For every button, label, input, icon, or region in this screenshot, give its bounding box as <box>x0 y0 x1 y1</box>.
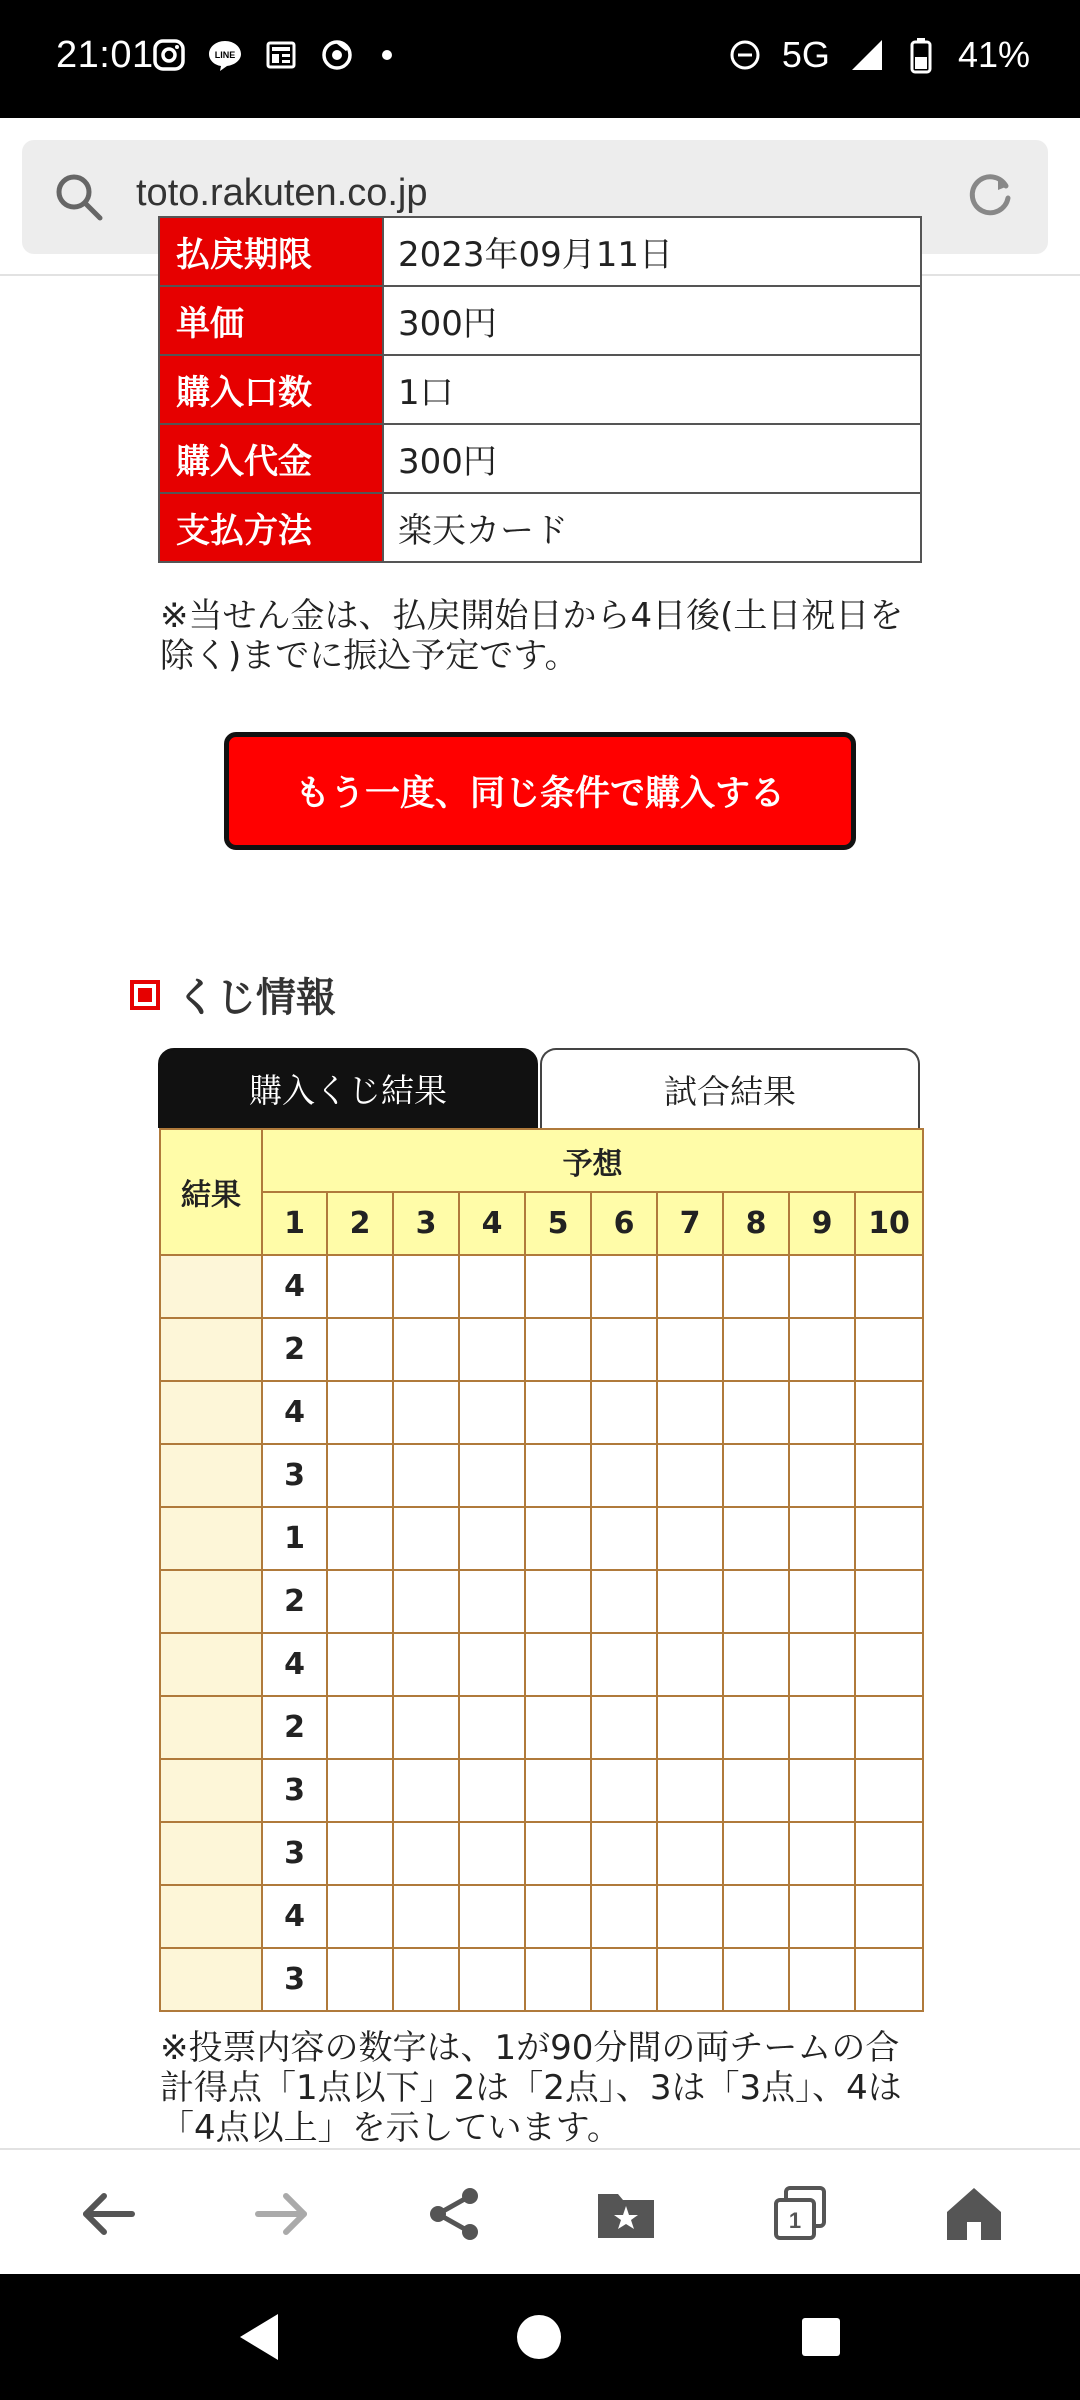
result-cell <box>160 1948 262 2011</box>
prediction-cell <box>591 1948 657 2011</box>
prediction-cell <box>327 1381 393 1444</box>
prediction-cell <box>459 1570 525 1633</box>
prediction-cell <box>789 1759 855 1822</box>
prediction-cell <box>591 1759 657 1822</box>
prediction-cell <box>525 1318 591 1381</box>
prediction-cell <box>327 1633 393 1696</box>
table-row <box>160 1633 923 1696</box>
prediction-cell: 3 <box>262 1759 327 1822</box>
info-label: 購入代金 <box>159 424 383 493</box>
prediction-cell <box>525 1948 591 2011</box>
prediction-cell <box>459 1255 525 1318</box>
prediction-cell <box>327 1507 393 1570</box>
vote-content-note: ※投票内容の数字は、1が90分間の両チームの合計得点「1点以下」2は「2点」、3は「3点」、4は「4点以上」を示しています。 <box>160 2028 902 2148</box>
column-header: 6 <box>591 1192 657 1255</box>
prediction-cell <box>789 1318 855 1381</box>
network-label: 5G <box>781 34 830 75</box>
info-value: 300円 <box>383 424 921 493</box>
prediction-table <box>159 1128 924 2012</box>
result-cell <box>160 1570 262 1633</box>
info-label: 購入口数 <box>159 355 383 424</box>
column-header: 10 <box>855 1192 923 1255</box>
prediction-cell: 1 <box>262 1507 327 1570</box>
prediction-cell <box>393 1822 459 1885</box>
line-icon <box>208 38 242 72</box>
result-cell <box>160 1318 262 1381</box>
prediction-cell <box>393 1444 459 1507</box>
prediction-cell <box>525 1570 591 1633</box>
prediction-cell <box>657 1318 723 1381</box>
prediction-cell <box>723 1822 789 1885</box>
prediction-cell <box>327 1759 393 1822</box>
prediction-cell <box>525 1255 591 1318</box>
prediction-cell <box>459 1822 525 1885</box>
prediction-cell <box>723 1759 789 1822</box>
column-header: 9 <box>789 1192 855 1255</box>
search-icon <box>52 170 106 228</box>
prediction-cell <box>855 1318 923 1381</box>
prediction-cell <box>855 1381 923 1444</box>
prediction-cell <box>657 1759 723 1822</box>
prediction-cell <box>657 1255 723 1318</box>
prediction-cell: 4 <box>262 1381 327 1444</box>
table-row <box>159 493 921 562</box>
reload-icon[interactable] <box>962 168 1018 228</box>
prediction-cell <box>855 1255 923 1318</box>
result-cell <box>160 1822 262 1885</box>
prediction-cell <box>789 1633 855 1696</box>
forward-arrow-icon[interactable] <box>246 2178 318 2250</box>
prediction-cell <box>327 1318 393 1381</box>
tab-match-results[interactable]: 試合結果 <box>540 1048 920 1128</box>
share-icon[interactable] <box>418 2178 490 2250</box>
column-header: 2 <box>327 1192 393 1255</box>
tab-purchased-results[interactable]: 購入くじ結果 <box>158 1048 538 1128</box>
prediction-cell <box>591 1507 657 1570</box>
prediction-cell <box>855 1507 923 1570</box>
prediction-cell <box>657 1822 723 1885</box>
column-header: 7 <box>657 1192 723 1255</box>
prediction-cell <box>393 1318 459 1381</box>
purchase-info-table <box>158 216 922 563</box>
browser-icon <box>320 38 354 72</box>
prediction-cell <box>591 1444 657 1507</box>
square-bullet-icon <box>130 980 160 1010</box>
result-cell <box>160 1444 262 1507</box>
prediction-header: 予想 <box>262 1129 923 1192</box>
prediction-cell <box>393 1759 459 1822</box>
prediction-cell <box>591 1318 657 1381</box>
result-cell <box>160 1696 262 1759</box>
table-row <box>159 286 921 355</box>
result-cell <box>160 1633 262 1696</box>
system-icons <box>728 34 1030 76</box>
prediction-cell: 2 <box>262 1318 327 1381</box>
bookmark-icon[interactable] <box>590 2178 662 2250</box>
section-title: くじ情報 <box>176 975 336 1021</box>
prediction-cell <box>327 1255 393 1318</box>
payment-note: ※当せん金は、払戻開始日から4日後(土日祝日を除く)までに振込予定です。 <box>160 596 904 676</box>
prediction-cell <box>525 1822 591 1885</box>
prediction-cell <box>723 1381 789 1444</box>
prediction-cell <box>657 1444 723 1507</box>
status-time: 21:01 <box>56 34 154 76</box>
prediction-cell <box>327 1570 393 1633</box>
prediction-cell <box>789 1822 855 1885</box>
prediction-cell <box>789 1948 855 2011</box>
prediction-cell <box>723 1570 789 1633</box>
column-header: 8 <box>723 1192 789 1255</box>
result-cell <box>160 1759 262 1822</box>
prediction-cell <box>525 1381 591 1444</box>
prediction-cell: 2 <box>262 1570 327 1633</box>
prediction-cell <box>591 1822 657 1885</box>
table-row <box>160 1948 923 2011</box>
prediction-cell <box>789 1507 855 1570</box>
prediction-cell <box>393 1570 459 1633</box>
rebuy-same-conditions-button[interactable]: もう一度、同じ条件で購入する <box>224 732 856 850</box>
prediction-cell <box>855 1759 923 1822</box>
prediction-cell: 3 <box>262 1822 327 1885</box>
table-row <box>160 1507 923 1570</box>
prediction-cell <box>789 1885 855 1948</box>
prediction-cell <box>855 1570 923 1633</box>
table-row <box>159 217 921 286</box>
prediction-cell <box>723 1885 789 1948</box>
table-row <box>160 1381 923 1444</box>
dnd-icon <box>728 38 762 72</box>
prediction-cell: 4 <box>262 1255 327 1318</box>
prediction-cell <box>723 1948 789 2011</box>
instagram-icon <box>152 38 186 72</box>
prediction-cell <box>723 1507 789 1570</box>
table-row <box>160 1759 923 1822</box>
prediction-cell <box>459 1444 525 1507</box>
section-header <box>130 966 336 1023</box>
prediction-cell <box>393 1633 459 1696</box>
tabs-count: 1 <box>788 2208 802 2233</box>
column-header: 1 <box>262 1192 327 1255</box>
table-row <box>159 355 921 424</box>
prediction-cell <box>525 1633 591 1696</box>
info-value: 2023年09月11日 <box>383 217 921 286</box>
result-cell <box>160 1885 262 1948</box>
nav-home-icon[interactable] <box>506 2304 572 2370</box>
table-row <box>160 1444 923 1507</box>
prediction-cell <box>327 1822 393 1885</box>
prediction-cell <box>657 1507 723 1570</box>
info-label: 単価 <box>159 286 383 355</box>
prediction-cell <box>591 1885 657 1948</box>
prediction-cell <box>525 1759 591 1822</box>
prediction-cell <box>789 1696 855 1759</box>
prediction-cell <box>393 1885 459 1948</box>
prediction-cell <box>789 1381 855 1444</box>
prediction-cell <box>723 1255 789 1318</box>
battery-level: 41% <box>957 34 1030 75</box>
dot-icon <box>382 50 392 60</box>
column-header: 3 <box>393 1192 459 1255</box>
prediction-cell <box>459 1507 525 1570</box>
prediction-cell <box>591 1255 657 1318</box>
prediction-cell <box>393 1948 459 2011</box>
info-value: 楽天カード <box>383 493 921 562</box>
prediction-cell <box>591 1696 657 1759</box>
prediction-cell <box>327 1885 393 1948</box>
prediction-cell <box>657 1885 723 1948</box>
prediction-cell: 4 <box>262 1885 327 1948</box>
news-icon <box>264 38 298 72</box>
prediction-cell <box>657 1381 723 1444</box>
info-label: 払戻期限 <box>159 217 383 286</box>
info-label: 支払方法 <box>159 493 383 562</box>
column-header-row <box>160 1192 923 1255</box>
prediction-cell <box>855 1444 923 1507</box>
column-header: 5 <box>525 1192 591 1255</box>
prediction-cell: 3 <box>262 1948 327 2011</box>
result-cell <box>160 1381 262 1444</box>
prediction-cell <box>723 1696 789 1759</box>
info-value: 1口 <box>383 355 921 424</box>
browser-toolbar <box>0 2148 1080 2274</box>
prediction-cell <box>855 1885 923 1948</box>
tabs-icon[interactable] <box>764 2178 836 2250</box>
prediction-cell <box>393 1255 459 1318</box>
prediction-cell <box>723 1633 789 1696</box>
prediction-cell <box>459 1948 525 2011</box>
prediction-cell <box>327 1696 393 1759</box>
home-icon[interactable] <box>938 2178 1010 2250</box>
status-bar <box>0 0 1080 118</box>
prediction-cell <box>393 1507 459 1570</box>
prediction-cell <box>525 1444 591 1507</box>
prediction-cell <box>459 1885 525 1948</box>
table-row <box>160 1822 923 1885</box>
prediction-cell <box>789 1255 855 1318</box>
prediction-cell <box>855 1948 923 2011</box>
prediction-cell <box>789 1570 855 1633</box>
prediction-cell: 4 <box>262 1633 327 1696</box>
table-row <box>160 1696 923 1759</box>
prediction-cell <box>591 1381 657 1444</box>
prediction-cell <box>657 1633 723 1696</box>
prediction-cell <box>525 1885 591 1948</box>
prediction-cell: 2 <box>262 1696 327 1759</box>
prediction-cell <box>855 1696 923 1759</box>
prediction-cell <box>459 1696 525 1759</box>
page-content <box>0 235 1080 2148</box>
table-row <box>159 424 921 493</box>
svg-text:LINE: LINE <box>214 50 236 60</box>
prediction-cell <box>459 1318 525 1381</box>
result-header: 結果 <box>160 1129 262 1255</box>
prediction-cell <box>657 1948 723 2011</box>
prediction-cell <box>591 1633 657 1696</box>
back-arrow-icon[interactable] <box>72 2178 144 2250</box>
prediction-cell <box>855 1633 923 1696</box>
prediction-table-body <box>160 1255 923 2011</box>
result-cell <box>160 1507 262 1570</box>
prediction-cell <box>327 1948 393 2011</box>
prediction-cell <box>459 1633 525 1696</box>
prediction-cell <box>393 1381 459 1444</box>
prediction-cell <box>723 1318 789 1381</box>
prediction-cell <box>657 1696 723 1759</box>
nav-recents-icon[interactable] <box>788 2304 854 2370</box>
prediction-cell <box>525 1507 591 1570</box>
prediction-cell: 3 <box>262 1444 327 1507</box>
table-row <box>160 1318 923 1381</box>
table-row <box>160 1255 923 1318</box>
result-cell <box>160 1255 262 1318</box>
table-row <box>160 1570 923 1633</box>
prediction-cell <box>525 1696 591 1759</box>
prediction-cell <box>855 1822 923 1885</box>
notification-icons <box>152 38 392 72</box>
prediction-cell <box>459 1381 525 1444</box>
table-row <box>160 1885 923 1948</box>
prediction-cell <box>789 1444 855 1507</box>
info-value: 300円 <box>383 286 921 355</box>
nav-back-icon[interactable] <box>226 2304 292 2370</box>
prediction-cell <box>657 1570 723 1633</box>
signal-icon <box>850 38 884 72</box>
battery-icon <box>904 38 938 72</box>
prediction-cell <box>591 1570 657 1633</box>
prediction-cell <box>459 1759 525 1822</box>
url-text[interactable]: toto.rakuten.co.jp <box>136 172 428 214</box>
prediction-cell <box>723 1444 789 1507</box>
prediction-cell <box>393 1696 459 1759</box>
header-row <box>160 1129 923 1192</box>
column-header: 4 <box>459 1192 525 1255</box>
prediction-cell <box>327 1444 393 1507</box>
system-navigation-bar <box>0 2274 1080 2400</box>
